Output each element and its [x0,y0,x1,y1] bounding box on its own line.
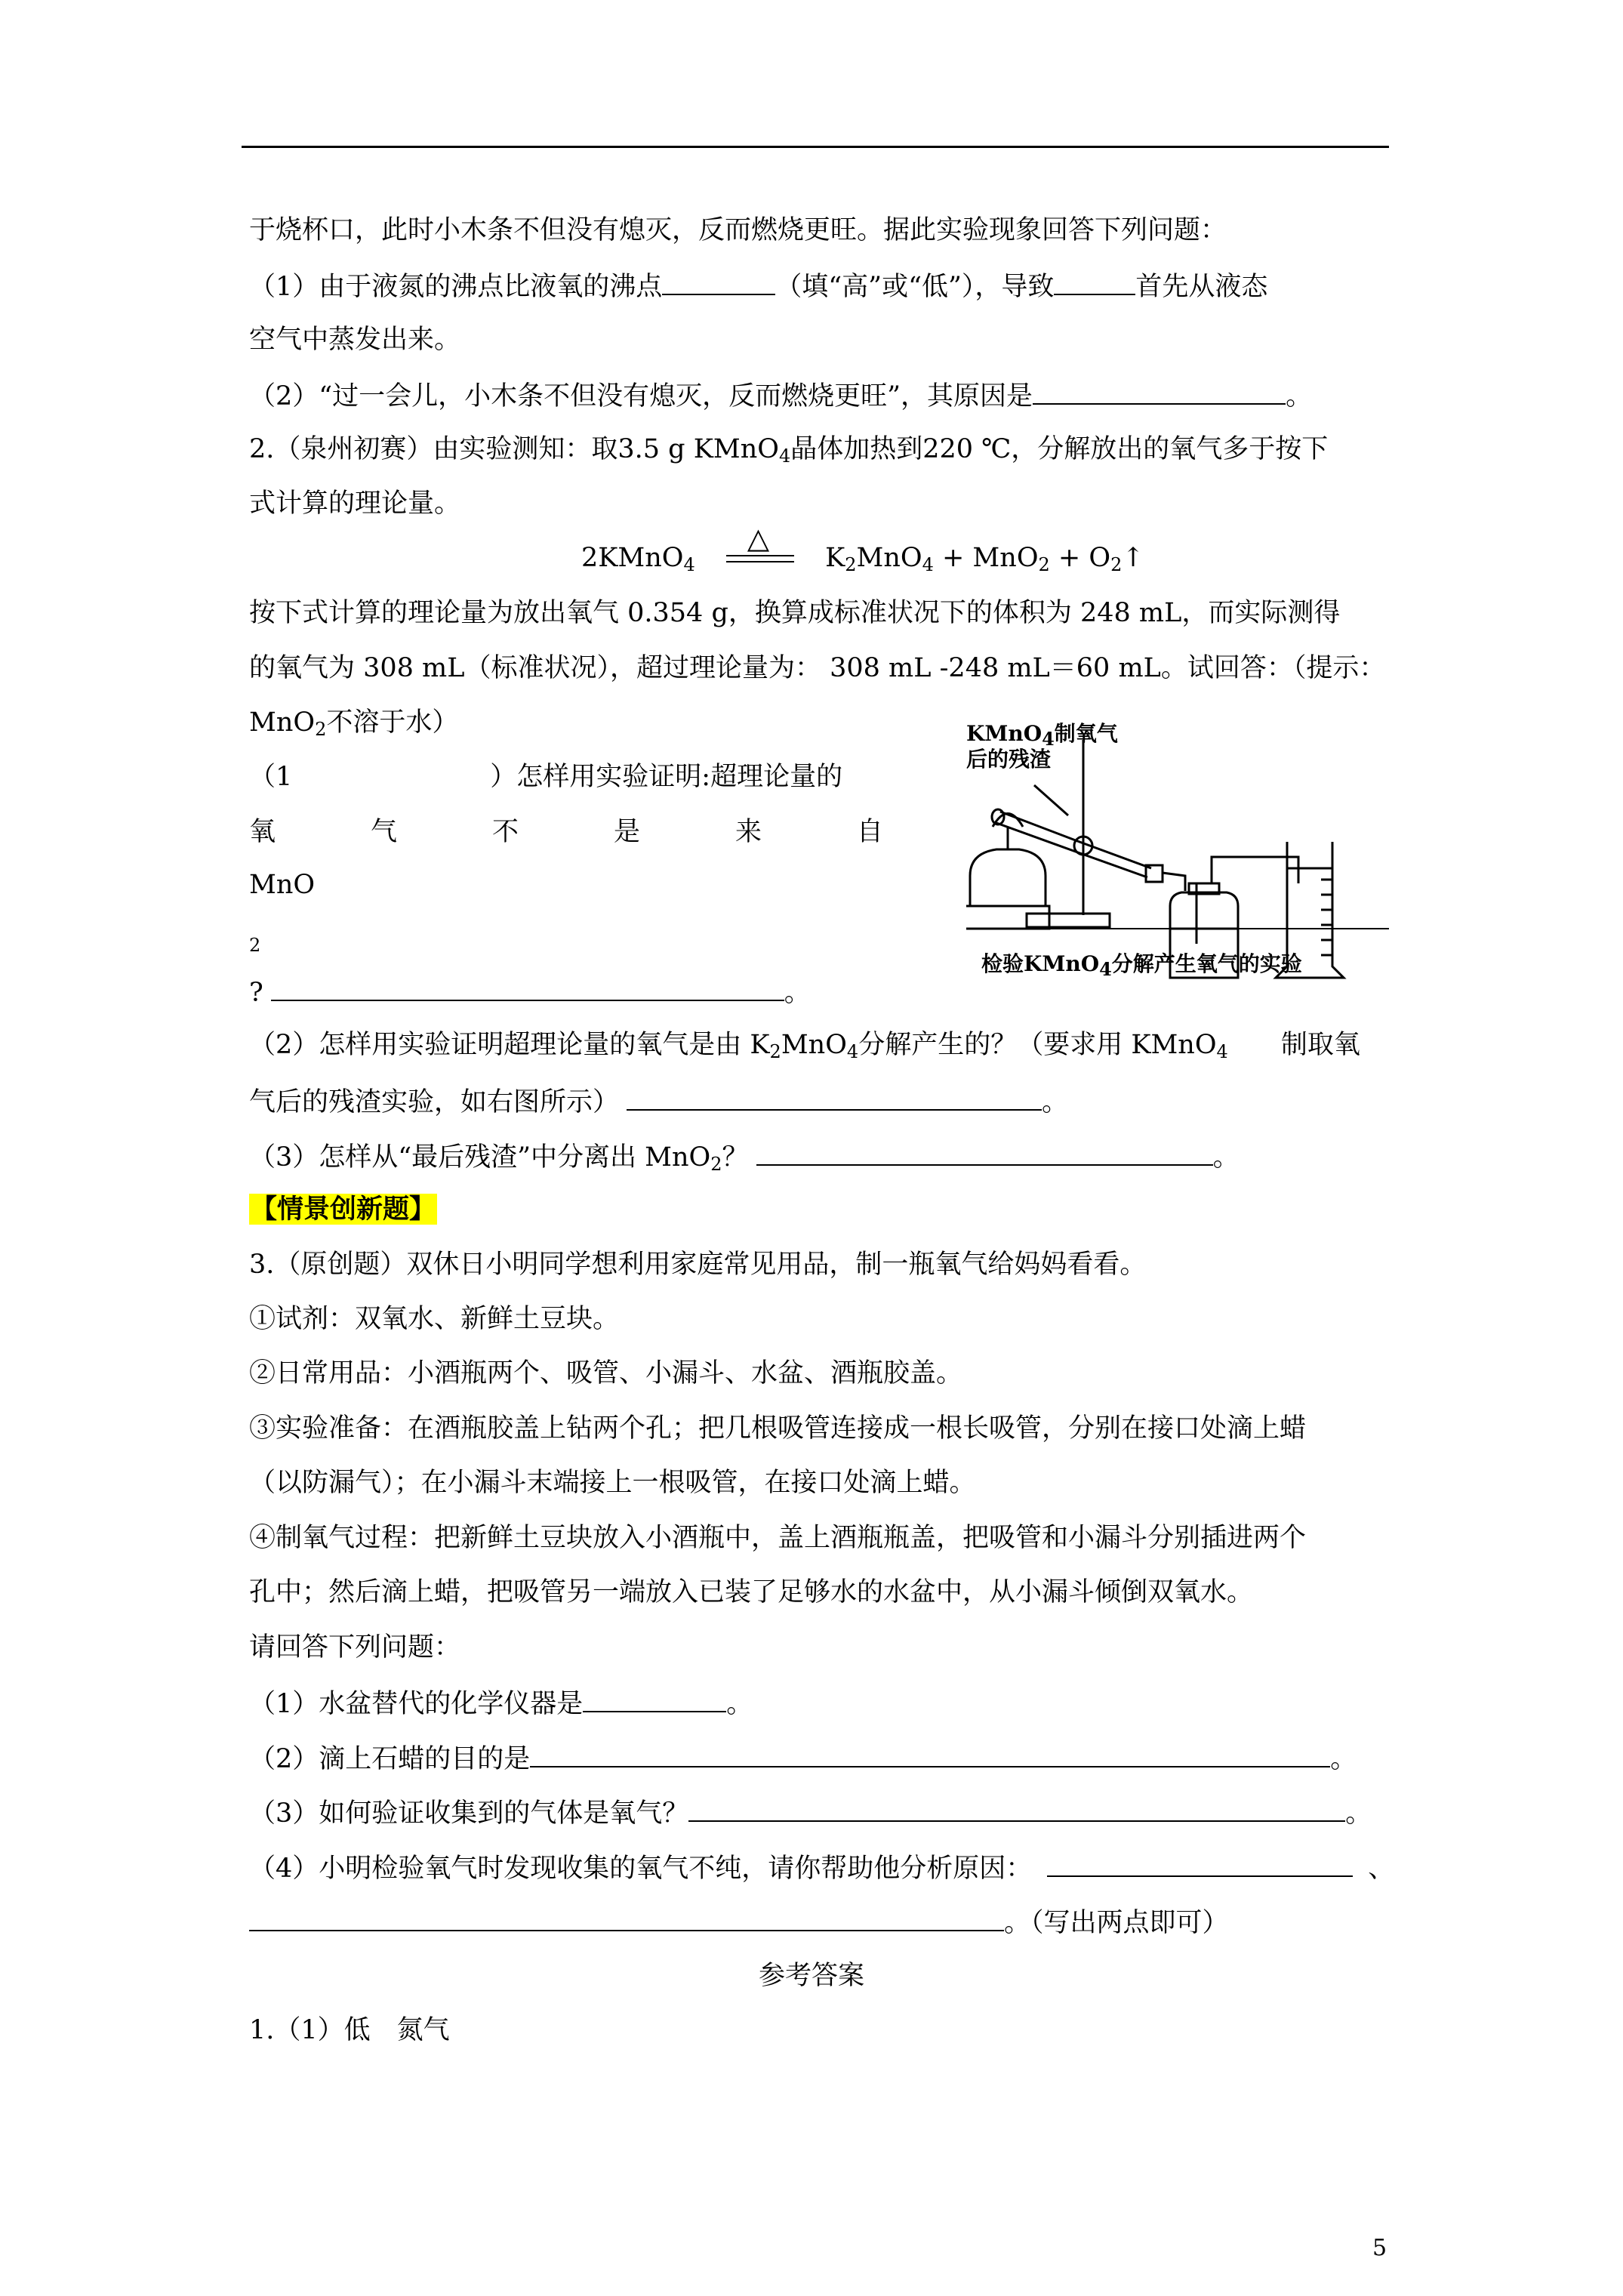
text: 、 [1368,1854,1395,1884]
text: 。 [1286,381,1313,411]
subscript: 2 [1110,554,1123,575]
text-line: ①试剂：双氧水、新鲜土豆块。 [249,1304,620,1334]
text: ? [249,978,263,1008]
caption-text: 检验KMnO [981,951,1100,976]
text-line: 孔中；然后滴上蜡，把吸管另一端放入已装了足够水的水盆中，从小漏斗倾倒双氧水。 [249,1577,1254,1607]
question-2-2 [249,1028,1360,1062]
subscript: 4 [1099,958,1112,980]
text-line: 式计算的理论量。 [249,488,461,519]
gas-arrow: ↑ [1122,543,1144,573]
question-2-3 [249,1139,1240,1174]
text-line [249,706,458,739]
subscript: 4 [778,445,791,467]
question-1-2 [249,378,1312,413]
question-3-3 [249,1795,1372,1830]
page-number: 5 [1372,2235,1387,2261]
text: MnO [249,707,316,738]
text: 晶体加热到220 ℃，分解放出的氧气多于按下 [790,434,1329,464]
answer-blank[interactable] [688,1795,1345,1822]
text: 。（写出两点即可） [1004,1908,1229,1938]
text: 分解产生的？（要求用 KMnO [858,1030,1217,1060]
text-line: 按下式计算的理论量为放出氧气 0.354 g，换算成标准状况下的体积为 248 mL，而实际测得 [249,598,1341,628]
char: 是 [613,817,640,847]
text-line: ②日常用品：小酒瓶两个、吸管、小漏斗、水盆、酒瓶胶盖。 [249,1358,963,1388]
answer-line: 1.（1）低 氮气 [249,2015,450,2045]
product: MnO [856,543,922,573]
product: + O [1049,543,1111,573]
text: MnO [781,1030,847,1060]
text: （1 [249,762,293,792]
text: ？ [722,1142,749,1173]
text: 。 [726,1689,753,1719]
char: 气 [370,817,397,847]
subscript: 4 [1216,1041,1228,1062]
text-line: 空气中蒸发出来。 [249,325,461,355]
chemical-equation [581,521,1144,575]
answer-blank[interactable] [756,1139,1213,1166]
subscript: 2 [315,719,327,740]
answer-blank[interactable] [530,1740,1330,1767]
text: ）怎样用实验证明:超理论量的 [490,762,843,792]
text: （填“高”或“低”），导致 [775,272,1055,302]
answer-blank[interactable] [1033,378,1286,405]
text-line: MnO [249,870,316,900]
answer-blank[interactable] [583,1685,726,1712]
text-line [249,1083,1068,1119]
char: 自 [856,817,883,847]
text-line: 的氧气为 308 mL（标准状况），超过理论量为： 308 mL -248 mL＝60 mL。试回答：（提示： [249,653,1386,683]
header-rule [242,146,1389,148]
subscript: 4 [846,1041,859,1062]
text: 。 [1042,1087,1069,1117]
char: 不 [491,817,519,847]
figure-caption [981,951,1302,980]
subscript: 2 [710,1154,722,1175]
subscript: 2 [769,1041,781,1062]
question-3-1 [249,1685,753,1721]
text: （2）滴上石蜡的目的是 [249,1744,531,1774]
text: 。 [1212,1142,1240,1173]
subscript: 4 [683,554,695,575]
section-label: 【情景创新题】 [251,1194,436,1225]
apparatus-figure [966,717,1397,997]
text: 不溶于水） [326,707,459,738]
subscript: 4 [922,554,934,575]
text-line: 于烧杯口，此时小木条不但没有熄灭，反而燃烧更旺。据此实验现象回答下列问题： [249,215,1227,245]
text-line [249,974,811,1009]
section-heading [249,1193,437,1226]
answer-blank[interactable] [271,974,784,1001]
label-text: 制氧气 [1054,721,1118,746]
text-line: ③实验准备：在酒瓶胶盖上钻两个孔；把几根吸管连接成一根长吸管，分别在接口处滴上蜡 [249,1413,1307,1444]
text-line [249,1904,1229,1940]
text: （1）由于液氮的沸点比液氧的沸点 [249,272,663,302]
product: K [825,543,845,573]
text: 首先从液态 [1135,272,1268,302]
text: （2）怎样用实验证明超理论量的氧气是由 K [249,1030,770,1060]
text-line: 请回答下列问题： [249,1632,461,1663]
text: （2）“过一会儿，小木条不但没有熄灭，反而燃烧更旺”，其原因是 [249,381,1033,411]
question-2 [249,433,1328,466]
label-text: KMnO [966,721,1042,746]
char: 来 [735,817,762,847]
text: （1）水盆替代的化学仪器是 [249,1689,584,1719]
text-line: （以防漏气）；在小漏斗末端接上一根吸管，在接口处滴上蜡。 [249,1468,976,1498]
text-line: ④制氧气过程：把新鲜土豆块放入小酒瓶中，盖上酒瓶瓶盖，把吸管和小漏斗分别插进两个 [249,1523,1307,1553]
text-line: 2 [249,935,261,956]
text: 。 [784,978,811,1008]
subscript: 4 [1042,728,1055,750]
answer-blank[interactable] [249,1904,1004,1931]
answer-blank[interactable] [1047,1850,1353,1877]
reactant: 2KMnO [581,543,684,573]
text: 制取氧 [1280,1030,1360,1060]
question-3: 3.（原创题）双休日小明同学想利用家庭常见用品，制一瓶氧气给妈妈看看。 [249,1250,1147,1280]
product: + MnO [933,543,1039,573]
question-3-2 [249,1740,1357,1776]
text: （3）如何验证收集到的气体是氧气？ [249,1798,689,1829]
text: （3）怎样从“最后残渣”中分离出 MnO [249,1142,711,1173]
question-2-1 [249,760,842,794]
text: 。 [1345,1798,1372,1829]
heat-symbol: △ [747,521,770,555]
answer-blank[interactable] [627,1083,1042,1111]
text: （4）小明检验氧气时发现收集的氧气不纯，请你帮助他分析原因： [249,1854,1033,1884]
subscript: 2 [1038,554,1050,575]
question-3-4 [249,1850,1394,1885]
equation-bar [726,561,794,562]
question-1-1 [249,268,1267,304]
label-text: 后的残渣 [966,747,1052,772]
text: 。 [1330,1744,1357,1774]
caption-text: 分解产生氧气的实验 [1111,951,1302,976]
spread-line [249,815,883,849]
equation-sign [719,521,802,575]
answer-blank[interactable] [662,268,775,295]
char: 氧 [249,817,276,847]
answers-title: 参考答案 [758,1961,864,1991]
text: 2.（泉州初赛）由实验测知：取3.5 g KMnO [249,434,779,464]
text: 气后的残渣实验，如右图所示） [249,1087,620,1117]
equation-bar [726,555,794,556]
subscript: 2 [845,554,857,575]
answer-blank[interactable] [1054,268,1135,295]
